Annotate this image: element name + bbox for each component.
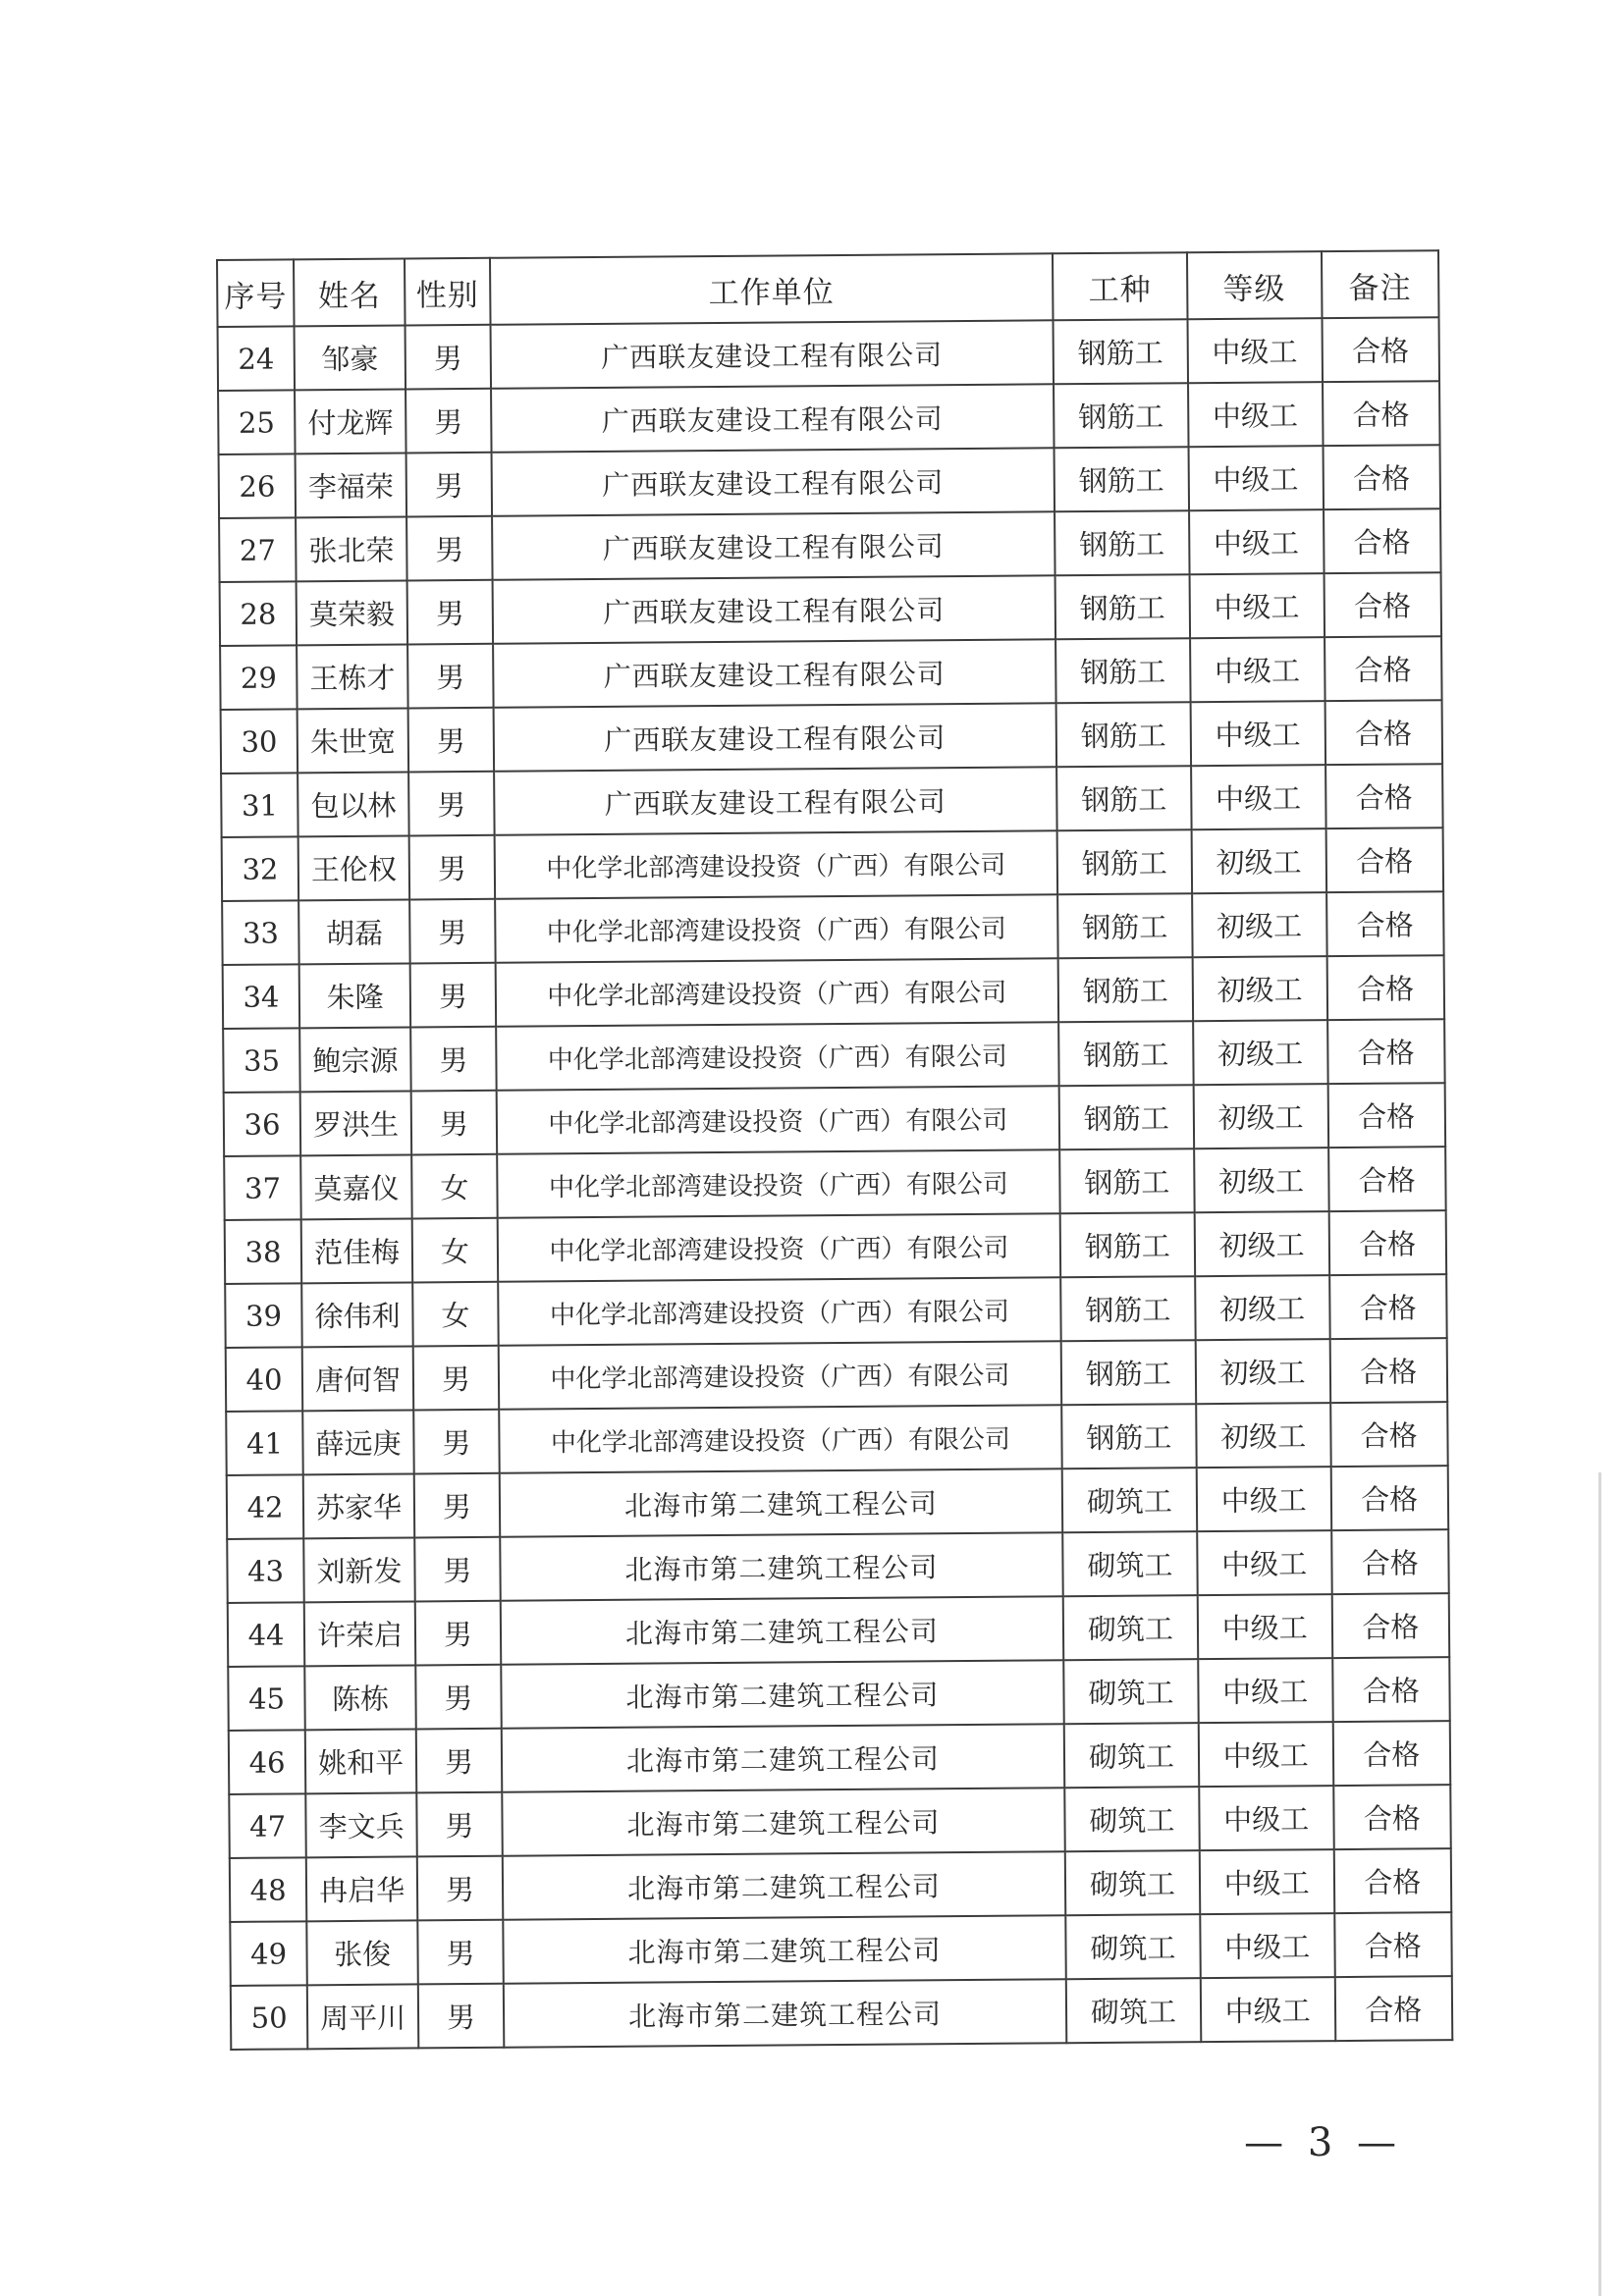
- table-row: [229, 1721, 1450, 1794]
- cell-remark: 合格: [1324, 572, 1441, 637]
- cell-work-unit: 中化学北部湾建设投资（广西）有限公司: [499, 1405, 1062, 1472]
- cell-index: 24: [218, 326, 296, 391]
- table-row: [228, 1593, 1449, 1667]
- table-row: [228, 1657, 1449, 1731]
- cell-trade: 钢筋工: [1054, 510, 1189, 575]
- cell-remark: 合格: [1323, 445, 1440, 509]
- cell-gender: 男: [413, 1410, 499, 1474]
- header-gender: 性别: [405, 258, 490, 326]
- cell-trade: 钢筋工: [1059, 1148, 1194, 1213]
- cell-level: 初级工: [1193, 1084, 1327, 1148]
- cell-work-unit: 中化学北部湾建设投资（广西）有限公司: [498, 1213, 1061, 1281]
- cell-trade: 钢筋工: [1055, 574, 1190, 639]
- cell-gender: 男: [414, 1537, 500, 1602]
- cell-level: 中级工: [1190, 701, 1325, 766]
- cell-name: 张俊: [306, 1920, 417, 1985]
- cell-remark: 合格: [1327, 1019, 1445, 1084]
- cell-name: 陈栋: [304, 1665, 415, 1730]
- cell-gender: 男: [409, 835, 495, 900]
- cell-remark: 合格: [1330, 1402, 1448, 1467]
- table-row: [223, 955, 1444, 1029]
- cell-gender: 男: [415, 1665, 501, 1730]
- cell-level: 初级工: [1196, 1403, 1330, 1468]
- cell-level: 中级工: [1201, 1977, 1335, 2042]
- cell-gender: 女: [412, 1218, 498, 1283]
- cell-level: 中级工: [1189, 573, 1324, 638]
- cell-level: 中级工: [1199, 1786, 1333, 1850]
- cell-trade: 钢筋工: [1061, 1404, 1196, 1468]
- cell-work-unit: 北海市第二建筑工程公司: [502, 1788, 1065, 1855]
- cell-index: 27: [219, 517, 297, 582]
- cell-index: 49: [230, 1921, 307, 1986]
- cell-remark: 合格: [1322, 317, 1439, 382]
- cell-name: 朱隆: [299, 963, 410, 1028]
- cell-remark: 合格: [1333, 1848, 1451, 1913]
- cell-trade: 钢筋工: [1055, 638, 1190, 703]
- cell-name: 苏家华: [303, 1473, 414, 1538]
- table-row: [221, 700, 1442, 774]
- table-row: [218, 381, 1439, 454]
- cell-gender: 男: [417, 1920, 503, 1985]
- cell-level: 中级工: [1191, 765, 1325, 829]
- cell-level: 初级工: [1193, 1020, 1327, 1085]
- cell-gender: 男: [413, 1346, 499, 1411]
- cell-trade: 砌筑工: [1063, 1659, 1198, 1724]
- cell-name: 邹豪: [295, 325, 406, 390]
- cell-name: 许荣启: [304, 1601, 415, 1666]
- cell-work-unit: 北海市第二建筑工程公司: [500, 1468, 1063, 1536]
- cell-work-unit: 广西联友建设工程有限公司: [492, 511, 1055, 579]
- cell-level: 初级工: [1195, 1339, 1329, 1404]
- cell-remark: 合格: [1324, 508, 1441, 573]
- cell-remark: 合格: [1331, 1529, 1449, 1594]
- cell-trade: 钢筋工: [1054, 447, 1189, 511]
- cell-remark: 合格: [1325, 636, 1442, 701]
- cell-name: 朱世宽: [297, 708, 408, 773]
- cell-trade: 钢筋工: [1057, 893, 1192, 958]
- table-row: [230, 1912, 1451, 1986]
- cell-trade: 砌筑工: [1063, 1595, 1198, 1660]
- cell-remark: 合格: [1334, 1912, 1452, 1977]
- cell-name: 姚和平: [305, 1729, 416, 1793]
- cell-trade: 钢筋工: [1054, 319, 1188, 384]
- cell-name: 张北荣: [296, 516, 406, 581]
- cell-remark: 合格: [1325, 764, 1443, 828]
- cell-work-unit: 北海市第二建筑工程公司: [501, 1596, 1064, 1664]
- cell-work-unit: 广西联友建设工程有限公司: [493, 639, 1056, 707]
- cell-index: 41: [226, 1411, 303, 1475]
- table-row: [223, 1019, 1444, 1093]
- cell-remark: 合格: [1328, 1210, 1446, 1275]
- cell-work-unit: 广西联友建设工程有限公司: [493, 703, 1056, 771]
- cell-index: 39: [225, 1283, 302, 1348]
- cell-trade: 砌筑工: [1062, 1531, 1197, 1596]
- table-row: [220, 636, 1441, 710]
- cell-remark: 合格: [1326, 955, 1444, 1020]
- scan-edge-line: [1598, 1472, 1601, 2296]
- header-remark: 备注: [1322, 250, 1439, 318]
- cell-trade: 砌筑工: [1065, 1914, 1200, 1979]
- cell-trade: 钢筋工: [1060, 1212, 1195, 1277]
- cell-index: 35: [223, 1028, 300, 1093]
- cell-name: 鲍宗源: [299, 1027, 410, 1092]
- cell-level: 中级工: [1197, 1530, 1331, 1595]
- cell-index: 34: [223, 964, 300, 1029]
- cell-trade: 砌筑工: [1064, 1723, 1199, 1788]
- cell-trade: 砌筑工: [1066, 1978, 1201, 2043]
- table-row: [218, 317, 1439, 391]
- cell-work-unit: 广西联友建设工程有限公司: [494, 767, 1057, 834]
- header-work-unit: 工作单位: [490, 253, 1054, 324]
- cell-remark: 合格: [1331, 1593, 1449, 1658]
- table-row: [230, 1848, 1451, 1922]
- table-row: [222, 828, 1443, 901]
- cell-trade: 钢筋工: [1054, 383, 1188, 448]
- cell-gender: 男: [410, 963, 496, 1028]
- cell-work-unit: 北海市第二建筑工程公司: [503, 1851, 1066, 1919]
- cell-trade: 钢筋工: [1056, 766, 1191, 830]
- cell-level: 中级工: [1199, 1722, 1333, 1787]
- cell-trade: 钢筋工: [1061, 1340, 1196, 1405]
- cell-work-unit: 广西联友建设工程有限公司: [492, 575, 1055, 643]
- cell-gender: 男: [407, 644, 493, 709]
- cell-remark: 合格: [1325, 828, 1443, 892]
- cell-index: 45: [228, 1666, 305, 1731]
- cell-level: 中级工: [1188, 446, 1323, 510]
- cell-index: 37: [224, 1155, 301, 1220]
- cell-gender: 男: [411, 1091, 497, 1155]
- cell-name: 王伦权: [298, 835, 409, 900]
- cell-index: 47: [229, 1793, 306, 1858]
- table-row: [227, 1529, 1448, 1603]
- table-row: [224, 1147, 1445, 1220]
- cell-index: 50: [231, 1985, 308, 2050]
- header-row: [217, 250, 1438, 327]
- cell-name: 徐伟利: [301, 1282, 412, 1347]
- cell-level: 中级工: [1190, 637, 1325, 702]
- cell-level: 中级工: [1198, 1658, 1332, 1723]
- cell-trade: 钢筋工: [1058, 957, 1193, 1022]
- cell-remark: 合格: [1329, 1274, 1447, 1339]
- cell-gender: 男: [415, 1601, 501, 1666]
- cell-work-unit: 中化学北部湾建设投资（广西）有限公司: [499, 1341, 1062, 1409]
- cell-gender: 男: [406, 325, 491, 390]
- cell-index: 26: [219, 454, 297, 518]
- cell-index: 33: [222, 900, 299, 965]
- cell-remark: 合格: [1323, 381, 1440, 446]
- cell-remark: 合格: [1326, 891, 1444, 956]
- cell-name: 周平川: [307, 1984, 418, 2049]
- header-index: 序号: [217, 259, 295, 327]
- cell-trade: 钢筋工: [1056, 702, 1191, 767]
- cell-level: 中级工: [1187, 318, 1322, 383]
- table-row: [229, 1785, 1450, 1858]
- cell-work-unit: 广西联友建设工程有限公司: [490, 320, 1054, 388]
- cell-work-unit: 广西联友建设工程有限公司: [491, 448, 1054, 515]
- table-row: [219, 445, 1440, 518]
- cell-name: 薛远庚: [302, 1410, 413, 1474]
- cell-level: 中级工: [1200, 1849, 1334, 1914]
- cell-gender: 男: [416, 1729, 502, 1793]
- cell-gender: 男: [406, 389, 491, 454]
- cell-remark: 合格: [1332, 1721, 1450, 1786]
- cell-name: 王栋才: [297, 644, 407, 709]
- table-row: [220, 572, 1441, 646]
- cell-level: 初级工: [1194, 1148, 1328, 1212]
- cell-work-unit: 广西联友建设工程有限公司: [491, 384, 1054, 452]
- cell-level: 中级工: [1200, 1913, 1334, 1978]
- header-trade: 工种: [1053, 252, 1187, 320]
- cell-name: 付龙辉: [295, 389, 406, 454]
- cell-level: 初级工: [1191, 828, 1325, 893]
- cell-index: 32: [222, 836, 299, 901]
- cell-name: 刘新发: [303, 1537, 414, 1602]
- table-row: [221, 764, 1442, 837]
- personnel-table: [216, 249, 1453, 2051]
- table-header: [217, 250, 1438, 327]
- cell-remark: 合格: [1328, 1147, 1446, 1211]
- cell-name: 李文兵: [305, 1792, 416, 1857]
- table-row: [226, 1402, 1447, 1475]
- table-row: [219, 508, 1440, 582]
- page-number: — 3 —: [1244, 2120, 1402, 2165]
- cell-gender: 男: [408, 772, 494, 836]
- cell-level: 中级工: [1189, 509, 1324, 574]
- cell-remark: 合格: [1329, 1338, 1447, 1403]
- cell-name: 李福荣: [296, 453, 406, 517]
- cell-work-unit: 中化学北部湾建设投资（广西）有限公司: [494, 830, 1057, 898]
- cell-index: 31: [221, 773, 298, 837]
- cell-work-unit: 中化学北部湾建设投资（广西）有限公司: [498, 1277, 1061, 1345]
- cell-work-unit: 中化学北部湾建设投资（广西）有限公司: [495, 894, 1058, 962]
- table-row: [231, 1976, 1452, 2050]
- table-row: [225, 1210, 1446, 1284]
- cell-gender: 男: [416, 1792, 502, 1857]
- cell-gender: 男: [407, 580, 493, 645]
- cell-gender: 男: [414, 1473, 500, 1538]
- cell-remark: 合格: [1325, 700, 1442, 765]
- cell-gender: 男: [409, 899, 495, 964]
- cell-index: 48: [230, 1857, 307, 1922]
- cell-index: 42: [227, 1474, 304, 1539]
- cell-index: 38: [225, 1219, 302, 1284]
- cell-gender: 男: [418, 1984, 504, 2049]
- cell-trade: 砌筑工: [1064, 1787, 1199, 1851]
- cell-gender: 男: [417, 1856, 503, 1921]
- table-row: [224, 1083, 1445, 1156]
- cell-trade: 钢筋工: [1059, 1085, 1194, 1149]
- cell-trade: 钢筋工: [1060, 1276, 1195, 1341]
- cell-gender: 男: [410, 1027, 496, 1092]
- cell-gender: 女: [411, 1154, 497, 1219]
- cell-level: 初级工: [1192, 892, 1326, 957]
- cell-trade: 钢筋工: [1058, 1021, 1193, 1086]
- cell-work-unit: 中化学北部湾建设投资（广西）有限公司: [496, 1022, 1059, 1090]
- table-body: [218, 317, 1453, 2050]
- cell-name: 胡磊: [298, 899, 409, 964]
- cell-level: 初级工: [1192, 956, 1326, 1021]
- cell-name: 范佳梅: [301, 1218, 412, 1283]
- cell-work-unit: 中化学北部湾建设投资（广西）有限公司: [497, 1149, 1060, 1217]
- cell-level: 初级工: [1194, 1211, 1328, 1276]
- cell-work-unit: 北海市第二建筑工程公司: [504, 1979, 1067, 2047]
- cell-trade: 砌筑工: [1065, 1850, 1200, 1915]
- cell-gender: 男: [406, 453, 492, 517]
- cell-name: 冉启华: [306, 1856, 417, 1921]
- cell-work-unit: 北海市第二建筑工程公司: [500, 1532, 1063, 1600]
- cell-gender: 男: [406, 516, 492, 581]
- cell-name: 罗洪生: [300, 1091, 411, 1155]
- table-row: [225, 1274, 1446, 1348]
- cell-work-unit: 中化学北部湾建设投资（广西）有限公司: [497, 1086, 1060, 1153]
- header-level: 等级: [1187, 251, 1322, 319]
- cell-work-unit: 北海市第二建筑工程公司: [501, 1660, 1064, 1728]
- table-row: [222, 891, 1443, 965]
- cell-work-unit: 中化学北部湾建设投资（广西）有限公司: [496, 958, 1059, 1026]
- cell-gender: 女: [412, 1282, 498, 1347]
- cell-level: 中级工: [1198, 1594, 1332, 1659]
- cell-index: 44: [228, 1602, 305, 1667]
- cell-remark: 合格: [1327, 1083, 1445, 1148]
- cell-trade: 砌筑工: [1062, 1468, 1197, 1532]
- cell-remark: 合格: [1332, 1657, 1450, 1722]
- cell-index: 40: [226, 1347, 303, 1412]
- cell-name: 包以林: [297, 772, 408, 836]
- table-row: [227, 1466, 1448, 1539]
- cell-index: 46: [229, 1730, 306, 1794]
- cell-remark: 合格: [1333, 1785, 1451, 1849]
- cell-name: 唐何智: [302, 1346, 413, 1411]
- header-name: 姓名: [294, 258, 405, 326]
- cell-index: 30: [221, 709, 298, 774]
- cell-name: 莫荣毅: [297, 580, 407, 645]
- cell-index: 36: [224, 1092, 301, 1156]
- cell-index: 29: [220, 645, 297, 710]
- cell-level: 中级工: [1196, 1467, 1330, 1531]
- cell-gender: 男: [408, 708, 494, 773]
- cell-work-unit: 北海市第二建筑工程公司: [503, 1915, 1066, 1983]
- cell-level: 中级工: [1188, 382, 1323, 447]
- cell-index: 25: [218, 390, 296, 454]
- cell-name: 莫嘉仪: [300, 1154, 411, 1219]
- cell-remark: 合格: [1330, 1466, 1448, 1530]
- table-row: [226, 1338, 1447, 1412]
- cell-level: 初级工: [1195, 1275, 1329, 1340]
- cell-remark: 合格: [1334, 1976, 1452, 2041]
- cell-work-unit: 北海市第二建筑工程公司: [502, 1724, 1065, 1791]
- cell-index: 28: [220, 581, 297, 646]
- cell-trade: 钢筋工: [1057, 829, 1192, 894]
- cell-index: 43: [227, 1538, 304, 1603]
